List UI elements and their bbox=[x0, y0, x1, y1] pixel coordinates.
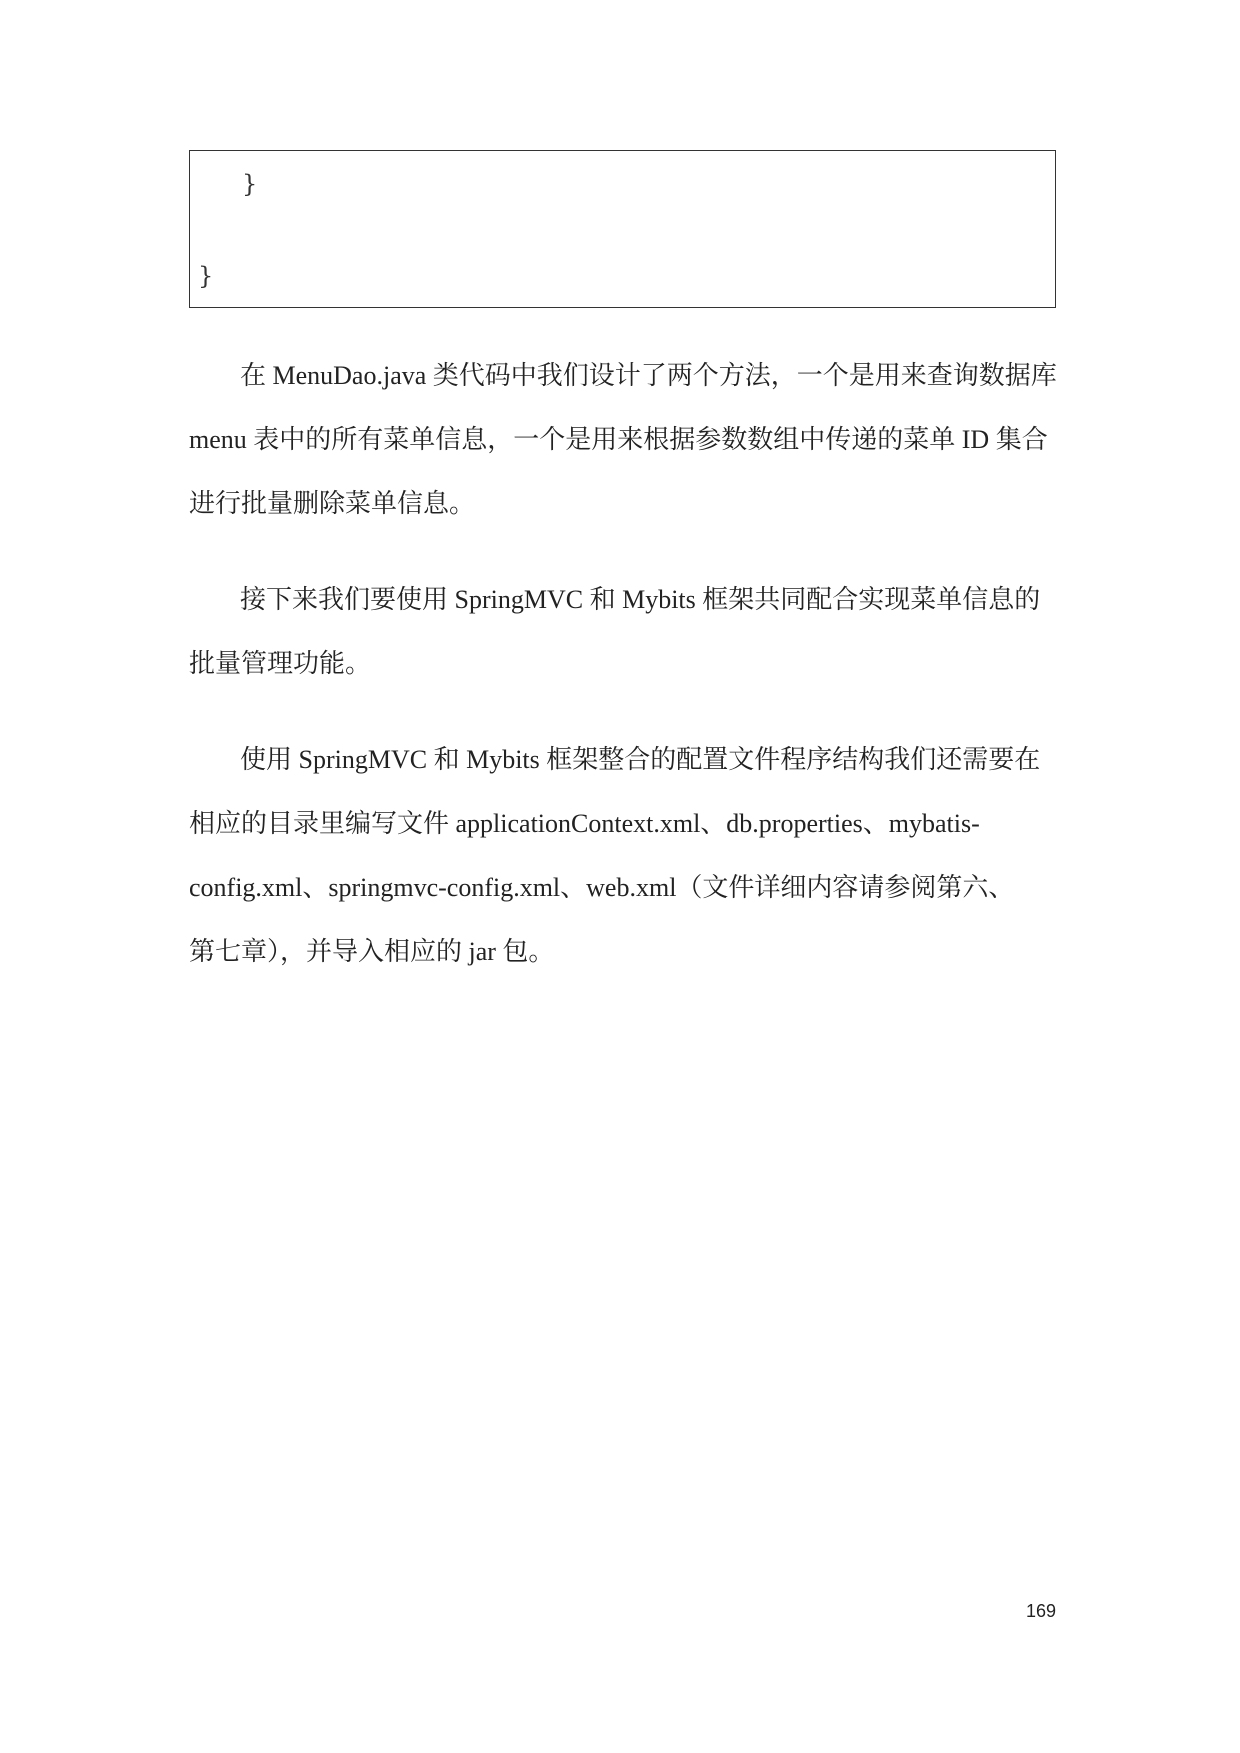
code-block bbox=[189, 150, 1056, 308]
paragraph-line: config.xml、springmvc-config.xml、web.xml（文件详细内容请参阅第六、 bbox=[189, 873, 1015, 902]
page-number: 169 bbox=[1025, 1601, 1056, 1621]
paragraph-line: 在 MenuDao.java 类代码中我们设计了两个方法，一个是用来查询数据库 bbox=[240, 361, 1057, 390]
paragraph-line: 使用 SpringMVC 和 Mybits 框架整合的配置文件程序结构我们还需要在 bbox=[240, 745, 1041, 774]
code-line: } bbox=[242, 170, 258, 198]
paragraph-next-steps bbox=[189, 568, 1059, 696]
paragraph-line: menu 表中的所有菜单信息，一个是用来根据参数数组中传递的菜单 ID 集合 bbox=[189, 425, 1048, 454]
paragraph-line: 相应的目录里编写文件 applicationContext.xml、db.properties、mybatis- bbox=[189, 809, 980, 838]
code-line: } bbox=[198, 262, 214, 290]
paragraph-config-files bbox=[189, 728, 1059, 984]
paragraph-line: 进行批量删除菜单信息。 bbox=[189, 489, 476, 518]
paragraph-line: 批量管理功能。 bbox=[189, 649, 372, 678]
paragraph-menudao-methods bbox=[189, 344, 1059, 536]
paragraph-line: 第七章），并导入相应的 jar 包。 bbox=[189, 937, 555, 966]
paragraph-line: 接下来我们要使用 SpringMVC 和 Mybits 框架共同配合实现菜单信息的 bbox=[240, 585, 1041, 614]
